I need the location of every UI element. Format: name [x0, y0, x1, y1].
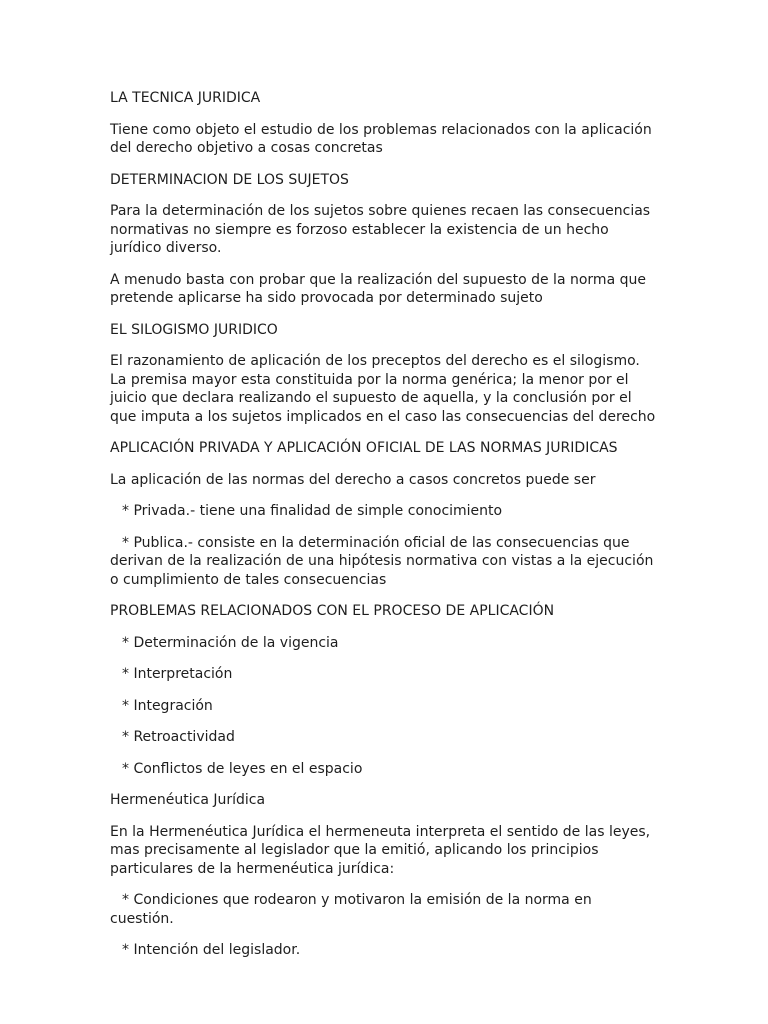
list-item-intencion-legislador: * Intención del legislador. — [122, 942, 301, 958]
heading-hermeneutica-juridica: Hermenéutica Jurídica — [110, 792, 266, 808]
paragraph-aplicacion-normas: La aplicación de las normas del derecho a casos concretos puede ser — [110, 471, 596, 488]
heading-problemas-aplicacion: PROBLEMAS RELACIONADOS CON EL PROCESO DE APLICACIÓN — [110, 603, 555, 619]
heading-aplicacion-privada-oficial: APLICACIÓN PRIVADA Y APLICACIÓN OFICIAL DE LAS NORMAS JURIDICAS — [110, 440, 618, 456]
paragraph-silogismo: El razonamiento de aplicación de los preceptos del derecho es el silogismo. La premisa mayor esta constituida por la norma genérica; la menor por el juicio que declara realizando el supuesto de aquella, y la conclusión por el que imputa a los sujetos implicados en el caso las consecuencias del derecho — [110, 353, 656, 425]
heading-silogismo-juridico: EL SILOGISMO JURIDICO — [110, 321, 278, 338]
list-item-integracion: * Integración — [122, 697, 213, 714]
list-item-retroactividad: * Retroactividad — [122, 729, 235, 745]
list-item-privada: * Privada.- tiene una finalidad de simple conocimiento — [122, 503, 503, 519]
list-item-publica: * Publica.- consiste en la determinación oficial de las consecuencias que derivan de la realización de una hipótesis normativa con vistas a la ejecución o cumplimiento de tales consecuencias — [110, 534, 654, 588]
paragraph-hermeneutica: En la Hermenéutica Jurídica el hermeneuta interpreta el sentido de las leyes, mas precisamente al legislador que la emitió, aplicando los principios particulares de la hermenéutica jurídica: — [110, 823, 651, 877]
heading-determinacion-sujetos: DETERMINACION DE LOS SUJETOS — [110, 171, 349, 188]
paragraph-determinacion: Para la determinación de los sujetos sobre quienes recaen las consecuencias normativas no siempre es forzoso establecer la existencia de un hecho jurídico diverso. — [110, 203, 651, 256]
document-page — [110, 89, 658, 973]
list-item-conflictos-leyes: * Conflictos de leyes en el espacio — [122, 760, 363, 777]
heading-tecnica-juridica: LA TECNICA JURIDICA — [110, 90, 261, 106]
paragraph-a-menudo: A menudo basta con probar que la realización del supuesto de la norma que pretende aplicarse ha sido provocada por determinado sujeto — [110, 271, 646, 306]
list-item-interpretacion: * Interpretación — [122, 666, 233, 682]
list-item-vigencia: * Determinación de la vigencia — [122, 634, 339, 651]
list-item-condiciones: * Condiciones que rodearon y motivaron la emisión de la norma en cuestión. — [110, 892, 592, 927]
paragraph-objeto: Tiene como objeto el estudio de los problemas relacionados con la aplicación del derecho objetivo a cosas concretas — [110, 121, 652, 156]
